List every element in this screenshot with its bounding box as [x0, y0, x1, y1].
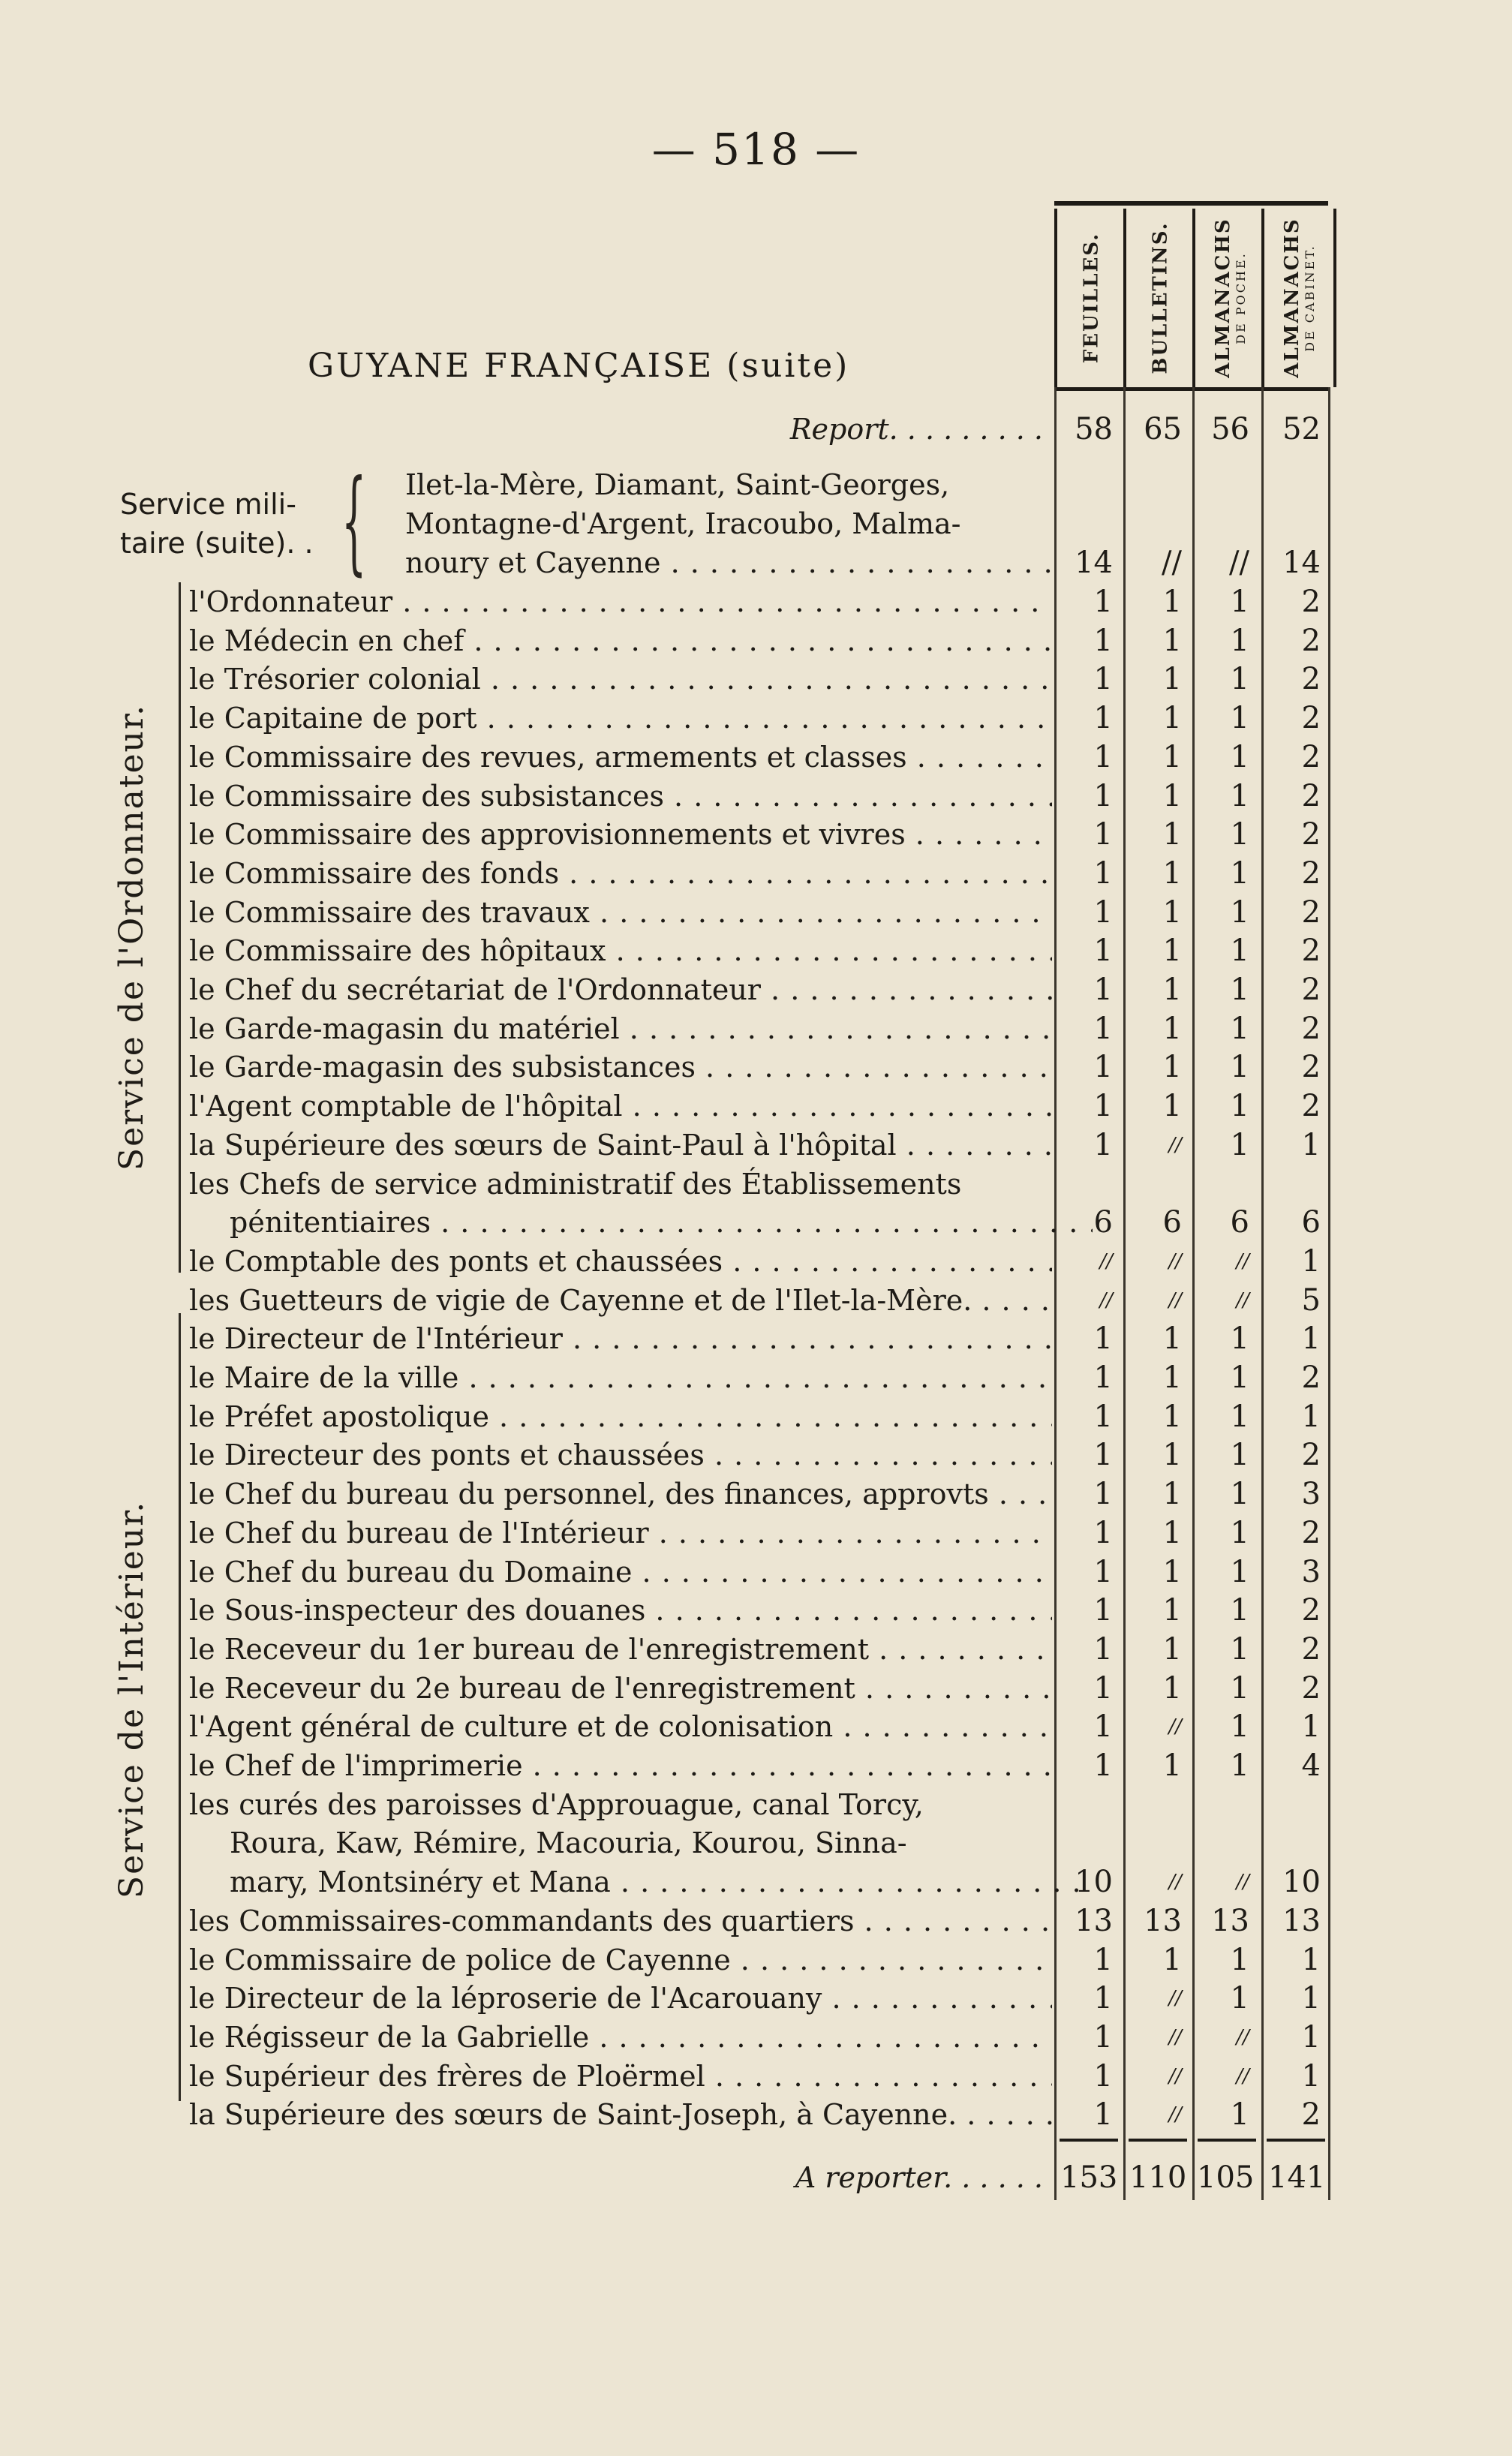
total-rule — [1198, 2139, 1256, 2142]
value-cell: // — [1168, 2065, 1182, 2088]
value-cell: 13 — [1211, 1904, 1249, 1938]
row-label: le Chef du bureau du personnel, des finances, approvts . . . — [189, 1475, 1052, 1514]
row-label: l'Ordonnateur . . . — [189, 582, 1052, 621]
row-label: le Receveur du 2e bureau de l'enregistrement . . . — [189, 1669, 1052, 1708]
value-cell: 1 — [1162, 1516, 1182, 1550]
value-cell: 1 — [1230, 817, 1249, 852]
value-cell: 1 — [1093, 1399, 1113, 1434]
table-row — [0, 1862, 1512, 1901]
table-row — [0, 582, 1512, 621]
value-cell: 2 — [1301, 585, 1321, 619]
row-label: le Sous-inspecteur des douanes . . . — [189, 1591, 1052, 1630]
value-cell: 2 — [1301, 624, 1321, 658]
value-cell: 1 — [1230, 662, 1249, 696]
total-rule — [1129, 2139, 1187, 2142]
row-label: le Garde-magasin du matériel . . . — [189, 1009, 1052, 1048]
value-cell: 1 — [1162, 740, 1182, 774]
value-cell: 1 — [1093, 895, 1113, 930]
table-row — [0, 1126, 1512, 1165]
value-cell: // — [1099, 1250, 1113, 1273]
column-header-bulletins — [1123, 209, 1195, 387]
table-row — [0, 2057, 1512, 2096]
value-cell: 1 — [1230, 1321, 1249, 1356]
value-cell: 1 — [1162, 972, 1182, 1007]
row-label: le Garde-magasin des subsistances . . . — [189, 1048, 1052, 1087]
value-cell: 1 — [1230, 1981, 1249, 2016]
row-label: le Trésorier colonial . . . — [189, 660, 1052, 699]
brace: { — [341, 456, 367, 587]
value-cell: 110 — [1129, 2160, 1187, 2195]
value-cell: 1 — [1093, 662, 1113, 696]
value-cell: 141 — [1268, 2160, 1326, 2195]
column-header-feuilles — [1054, 209, 1126, 387]
table-row — [0, 893, 1512, 932]
table-row — [0, 815, 1512, 854]
table-row — [0, 1203, 1512, 1242]
row-label: le Préfet apostolique . . . — [189, 1397, 1052, 1436]
table-row — [0, 1823, 1512, 1862]
value-cell: 2 — [1301, 1671, 1321, 1706]
column-label: BULLETINS. — [1149, 221, 1172, 374]
row-label: le Directeur des ponts et chaussées . . . — [189, 1435, 1052, 1475]
table-row — [0, 660, 1512, 699]
value-cell: 1 — [1093, 701, 1113, 735]
row-label: le Supérieur des frères de Ploërmel . . . — [189, 2057, 1052, 2096]
value-cell: 1 — [1162, 1477, 1182, 1511]
value-cell: 1 — [1162, 1089, 1182, 1123]
value-cell: 1 — [1230, 1516, 1249, 1550]
value-cell: 1 — [1093, 1981, 1113, 2016]
table-row — [0, 1630, 1512, 1669]
value-cell: 1 — [1162, 1593, 1182, 1628]
value-cell: // — [1236, 1250, 1249, 1273]
value-cell: 2 — [1301, 701, 1321, 735]
value-cell: 2 — [1301, 662, 1321, 696]
value-cell: 1 — [1162, 1943, 1182, 1977]
report-label: Report. . . . . . . . . — [789, 413, 1043, 446]
value-cell: 1 — [1301, 2020, 1321, 2055]
row-label: le Chef du bureau de l'Intérieur . . . — [189, 1514, 1052, 1553]
row-label: les curés des paroisses d'Approuague, canal Torcy, — [189, 1788, 924, 1821]
value-cell: 4 — [1301, 1748, 1321, 1783]
group-label-interieur: Service de l'Intérieur. — [113, 1500, 151, 1898]
column-header-almanachs-cabinet — [1261, 209, 1336, 387]
value-cell: 1 — [1230, 1128, 1249, 1162]
value-cell: 1 — [1162, 1360, 1182, 1395]
value-cell: 10 — [1282, 1865, 1321, 1899]
value-cell: 2 — [1301, 1438, 1321, 1472]
value-cell: 1 — [1093, 2020, 1113, 2055]
value-cell: 1 — [1230, 1438, 1249, 1472]
row-label: le Chef du bureau du Domaine . . . — [189, 1553, 1052, 1592]
row-label: le Directeur de la léproserie de l'Acarouany . . . — [189, 1979, 1052, 2018]
value-cell: 1 — [1230, 1399, 1249, 1434]
row-label: pénitentiaires . . . — [230, 1203, 1093, 1242]
table-row — [0, 1319, 1512, 1358]
military-row — [0, 543, 1512, 582]
table-row — [0, 970, 1512, 1009]
table-row — [0, 1009, 1512, 1048]
value-cell: 1 — [1230, 624, 1249, 658]
value-cell: 1 — [1093, 1089, 1113, 1123]
total-label: A reporter. . . . . . — [795, 2161, 1043, 2194]
value-cell: 1 — [1301, 1981, 1321, 2016]
row-label: la Supérieure des sœurs de Saint-Joseph, à Cayenne. . . . — [189, 2095, 1052, 2134]
table-row — [0, 777, 1512, 816]
row-label: le Receveur du 1er bureau de l'enregistrement . . . — [189, 1630, 1052, 1669]
value-cell: 2 — [1301, 933, 1321, 968]
table-row — [0, 1707, 1512, 1746]
value-cell: 1 — [1162, 895, 1182, 930]
value-cell: // — [1168, 2103, 1182, 2126]
value-cell: 1 — [1301, 1128, 1321, 1162]
value-cell: 3 — [1301, 1477, 1321, 1511]
value-cell: // — [1099, 1289, 1113, 1312]
value-cell: 2 — [1301, 895, 1321, 930]
value-cell: 2 — [1301, 1360, 1321, 1395]
table-row — [0, 1048, 1512, 1087]
value-cell: 1 — [1162, 701, 1182, 735]
value-cell: 2 — [1301, 817, 1321, 852]
value-cell: 1 — [1301, 2059, 1321, 2094]
value-cell: 1 — [1162, 1050, 1182, 1084]
value-cell: 56 — [1211, 412, 1249, 446]
value-cell: 1 — [1093, 1050, 1113, 1084]
value-cell: 1 — [1162, 624, 1182, 658]
value-cell: 1 — [1230, 1943, 1249, 1977]
value-cell: 13 — [1075, 1904, 1113, 1938]
value-cell: 13 — [1282, 1904, 1321, 1938]
total-rule — [1267, 2139, 1325, 2142]
value-cell: 1 — [1093, 1438, 1113, 1472]
value-cell: 1 — [1162, 933, 1182, 968]
value-cell: // — [1236, 2026, 1249, 2049]
value-cell: 1 — [1093, 624, 1113, 658]
row-label: la Supérieure des sœurs de Saint-Paul à l'hôpital . . . — [189, 1126, 1052, 1165]
value-cell: 1 — [1093, 1671, 1113, 1706]
table-row — [0, 1746, 1512, 1785]
value-cell: 1 — [1230, 2097, 1249, 2132]
value-cell: 2 — [1301, 1593, 1321, 1628]
value-cell: 1 — [1230, 1748, 1249, 1783]
total-row — [0, 2158, 1512, 2197]
military-label-line: taire (suite). . — [120, 527, 314, 560]
value-cell: 1 — [1230, 1089, 1249, 1123]
row-label: le Commissaire des travaux . . . — [189, 893, 1052, 932]
value-cell: 1 — [1093, 585, 1113, 619]
value-cell: 1 — [1093, 2097, 1113, 2132]
value-cell: 1 — [1230, 1671, 1249, 1706]
column-sublabel: DE CABINET. — [1302, 244, 1317, 352]
value-cell: 14 — [1075, 546, 1113, 580]
value-cell: 1 — [1093, 1321, 1113, 1356]
value-cell: 1 — [1093, 740, 1113, 774]
value-cell: 1 — [1230, 1593, 1249, 1628]
row-label: les Guetteurs de vigie de Cayenne et de l'Ilet-la-Mère. . . . — [189, 1281, 1052, 1320]
row-label: le Maire de la ville . . . — [189, 1358, 1052, 1397]
row-label: l'Agent général de culture et de colonisation . . . — [189, 1707, 1052, 1746]
table-row — [0, 2018, 1512, 2057]
report-row — [0, 410, 1512, 449]
value-cell: 1 — [1093, 1709, 1113, 1744]
row-label: mary, Montsinéry et Mana . . . — [230, 1862, 1093, 1901]
value-cell: 1 — [1230, 779, 1249, 813]
value-cell: // — [1229, 546, 1249, 580]
value-cell: // — [1168, 1987, 1182, 2010]
row-label: le Commissaire des subsistances . . . — [189, 777, 1052, 816]
value-cell: 1 — [1162, 1671, 1182, 1706]
value-cell: 58 — [1075, 412, 1113, 446]
value-cell: 1 — [1093, 817, 1113, 852]
value-cell: 1 — [1162, 585, 1182, 619]
value-cell: 1 — [1301, 1709, 1321, 1744]
row-label: le Chef du secrétariat de l'Ordonnateur . . . — [189, 970, 1052, 1009]
value-cell: 1 — [1230, 740, 1249, 774]
table-row — [0, 738, 1512, 777]
value-cell: 1 — [1162, 1399, 1182, 1434]
value-cell: 65 — [1144, 412, 1182, 446]
value-cell: // — [1236, 2065, 1249, 2088]
value-cell: 1 — [1162, 856, 1182, 891]
value-cell: 1 — [1093, 1012, 1113, 1046]
row-label: le Commissaire des hôpitaux . . . — [189, 931, 1052, 970]
value-cell: 1 — [1093, 1593, 1113, 1628]
value-cell: 1 — [1230, 1360, 1249, 1395]
value-cell: 6 — [1162, 1205, 1182, 1240]
table-row — [0, 1979, 1512, 2018]
row-label: le Chef de l'imprimerie . . . — [189, 1746, 1052, 1785]
value-cell: 1 — [1230, 1012, 1249, 1046]
value-cell: 1 — [1301, 1943, 1321, 1977]
value-cell: 2 — [1301, 2097, 1321, 2132]
row-label: les Chefs de service administratif des Établissements — [189, 1168, 962, 1201]
value-cell: 1 — [1162, 1012, 1182, 1046]
value-cell: 1 — [1162, 1632, 1182, 1667]
column-label: ALMANACHS — [1280, 218, 1303, 378]
table-row — [0, 1514, 1512, 1553]
table-row — [0, 1553, 1512, 1592]
value-cell: // — [1168, 1871, 1182, 1893]
value-cell: // — [1162, 546, 1182, 580]
value-cell: 2 — [1301, 1050, 1321, 1084]
value-cell: 1 — [1093, 856, 1113, 891]
column-header-almanachs-poche — [1192, 209, 1264, 387]
row-label: le Commissaire de police de Cayenne . . . — [189, 1940, 1052, 1980]
value-cell: 1 — [1093, 933, 1113, 968]
table-row — [0, 1397, 1512, 1436]
value-cell: 1 — [1301, 1321, 1321, 1356]
value-cell: 1 — [1162, 1321, 1182, 1356]
row-label: le Directeur de l'Intérieur . . . — [189, 1319, 1052, 1358]
value-cell: 1 — [1230, 1709, 1249, 1744]
row-label: le Médecin en chef . . . — [189, 621, 1052, 660]
table-row — [0, 2095, 1512, 2134]
value-cell: 1 — [1093, 1555, 1113, 1589]
value-cell: // — [1236, 1289, 1249, 1312]
value-cell: 2 — [1301, 1089, 1321, 1123]
row-label: le Commissaire des approvisionnements et vivres . . . — [189, 815, 1052, 854]
table-row — [0, 1475, 1512, 1514]
value-cell: 2 — [1301, 740, 1321, 774]
value-cell: 10 — [1075, 1865, 1113, 1899]
value-cell: 6 — [1093, 1205, 1113, 1240]
value-cell: 1 — [1230, 1050, 1249, 1084]
value-cell: 1 — [1162, 1555, 1182, 1589]
value-cell: // — [1236, 1871, 1249, 1893]
military-row — [0, 504, 1512, 543]
row-label: le Régisseur de la Gabrielle . . . — [189, 2018, 1052, 2057]
total-rule — [1060, 2139, 1118, 2142]
table-row — [0, 1901, 1512, 1940]
column-sublabel: DE POCHE. — [1233, 251, 1248, 344]
value-cell: 52 — [1282, 412, 1321, 446]
table-row — [0, 1435, 1512, 1475]
table-row — [0, 699, 1512, 738]
header-top-rule — [1054, 201, 1328, 206]
value-cell: 1 — [1162, 662, 1182, 696]
table-row — [0, 1165, 1512, 1204]
value-cell: 6 — [1230, 1205, 1249, 1240]
value-cell: 1 — [1093, 972, 1113, 1007]
value-cell: 1 — [1230, 933, 1249, 968]
table-row — [0, 1669, 1512, 1708]
value-cell: 1 — [1230, 972, 1249, 1007]
value-cell: 1 — [1093, 1477, 1113, 1511]
table-row — [0, 1785, 1512, 1824]
value-cell: 1 — [1301, 1399, 1321, 1434]
value-cell: 1 — [1301, 1244, 1321, 1279]
row-label: l'Agent comptable de l'hôpital . . . — [189, 1087, 1052, 1126]
military-line: Ilet-la-Mère, Diamant, Saint-Georges, — [405, 468, 950, 501]
value-cell: 1 — [1230, 1477, 1249, 1511]
value-cell: 6 — [1301, 1205, 1321, 1240]
value-cell: 1 — [1093, 1632, 1113, 1667]
table-row — [0, 1087, 1512, 1126]
header-bottom-rule — [1054, 387, 1328, 391]
value-cell: 2 — [1301, 1632, 1321, 1667]
value-cell: 153 — [1060, 2160, 1118, 2195]
column-label: ALMANACHS — [1211, 218, 1234, 378]
value-cell: 1 — [1093, 1943, 1113, 1977]
value-cell: 1 — [1093, 2059, 1113, 2094]
value-cell: 1 — [1093, 1748, 1113, 1783]
value-cell: 105 — [1197, 2160, 1255, 2195]
value-cell: 1 — [1230, 585, 1249, 619]
table-row — [0, 1281, 1512, 1320]
value-cell: // — [1168, 1134, 1182, 1156]
value-cell: 1 — [1093, 1360, 1113, 1395]
military-row — [0, 465, 1512, 504]
value-cell: 1 — [1230, 1555, 1249, 1589]
page-number: — 518 — — [651, 124, 861, 175]
table-row — [0, 1591, 1512, 1630]
table-row — [0, 621, 1512, 660]
value-cell: 1 — [1162, 1748, 1182, 1783]
value-cell: 13 — [1144, 1904, 1182, 1938]
value-cell: 1 — [1162, 1438, 1182, 1472]
row-label: les Commissaires-commandants des quartiers . . . — [189, 1901, 1052, 1940]
value-cell: 1 — [1162, 817, 1182, 852]
value-cell: 2 — [1301, 1516, 1321, 1550]
value-cell: 2 — [1301, 779, 1321, 813]
table-row — [0, 931, 1512, 970]
group-label-ordonnateur: Service de l'Ordonnateur. — [113, 703, 151, 1171]
value-cell: 3 — [1301, 1555, 1321, 1589]
value-cell: 14 — [1282, 546, 1321, 580]
row-label: le Capitaine de port . . . — [189, 699, 1052, 738]
table-row — [0, 854, 1512, 893]
value-cell: 1 — [1093, 1516, 1113, 1550]
value-cell: 2 — [1301, 856, 1321, 891]
value-cell: // — [1168, 1289, 1182, 1312]
value-cell: 1 — [1230, 701, 1249, 735]
table-row — [0, 1242, 1512, 1281]
value-cell: // — [1168, 2026, 1182, 2049]
value-cell: // — [1168, 1715, 1182, 1738]
column-label: FEUILLES. — [1080, 232, 1103, 364]
military-label-line: Service mili- — [120, 488, 296, 521]
value-cell: 1 — [1093, 779, 1113, 813]
value-cell: 1 — [1230, 856, 1249, 891]
row-label: Roura, Kaw, Rémire, Macouria, Kourou, Sinna- — [230, 1826, 907, 1859]
military-line: Montagne-d'Argent, Iracoubo, Malma- — [405, 507, 961, 540]
value-cell: 1 — [1162, 779, 1182, 813]
table-row — [0, 1358, 1512, 1397]
value-cell: 2 — [1301, 1012, 1321, 1046]
value-cell: 2 — [1301, 972, 1321, 1007]
military-line: noury et Cayenne . . . — [405, 543, 1051, 582]
table-row — [0, 1940, 1512, 1980]
value-cell: 1 — [1230, 1632, 1249, 1667]
row-label: le Commissaire des revues, armements et classes . . . — [189, 738, 1052, 777]
value-cell: 1 — [1230, 895, 1249, 930]
section-title: GUYANE FRANÇAISE (suite) — [308, 347, 850, 385]
row-label: le Commissaire des fonds . . . — [189, 854, 1052, 893]
value-cell: // — [1168, 1250, 1182, 1273]
value-cell: 1 — [1093, 1128, 1113, 1162]
row-label: le Comptable des ponts et chaussées . . . — [189, 1242, 1052, 1281]
value-cell: 5 — [1301, 1283, 1321, 1318]
